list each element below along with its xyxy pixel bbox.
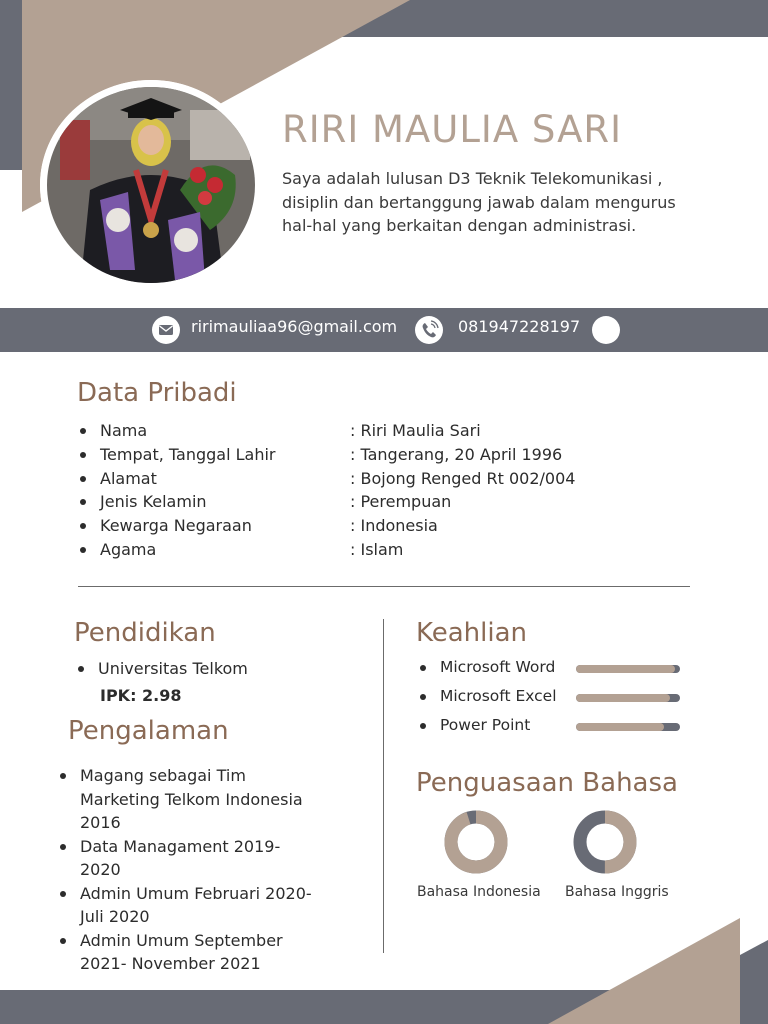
skill-row — [418, 656, 688, 685]
contact-icon-blank — [592, 316, 620, 344]
contact-phone[interactable]: 081947228197 — [458, 317, 581, 336]
personal-data-list — [78, 419, 678, 562]
personal-section-title: Data Pribadi — [77, 378, 237, 408]
candidate-name: RIRI MAULIA SARI — [282, 108, 623, 151]
personal-value: : Indonesia — [350, 516, 438, 536]
personal-row-address — [78, 467, 678, 491]
experience-item: Admin Umum Februari 2020-Juli 2020 — [58, 882, 318, 929]
personal-row-name — [78, 419, 678, 443]
skill-bar — [576, 665, 680, 673]
education-list — [76, 657, 248, 680]
experience-section-title: Pengalaman — [68, 716, 229, 746]
column-divider — [383, 619, 384, 953]
experience-item: Magang sebagai Tim Marketing Telkom Indonesia 2016 — [58, 764, 318, 835]
personal-label: Alamat — [100, 468, 157, 488]
personal-value: : Tangerang, 20 April 1996 — [350, 444, 563, 464]
experience-item: Data Managament 2019-2020 — [58, 835, 318, 882]
personal-label: Kewarga Negaraan — [100, 516, 252, 536]
skill-label: Microsoft Word — [440, 658, 556, 676]
education-section-title: Pendidikan — [74, 618, 216, 648]
personal-label: Agama — [100, 539, 157, 559]
mail-icon — [152, 316, 180, 344]
personal-value: : Bojong Renged Rt 002/004 — [350, 468, 576, 488]
section-divider — [78, 586, 690, 587]
experience-list — [58, 764, 318, 976]
personal-row-birth — [78, 443, 678, 467]
personal-row-citizenship — [78, 514, 678, 538]
contact-bar — [0, 308, 768, 352]
personal-value: : Riri Maulia Sari — [350, 421, 481, 440]
languages-section-title: Penguasaan Bahasa — [416, 768, 678, 798]
personal-row-religion — [78, 538, 678, 562]
education-ipk: IPK: 2.98 — [100, 686, 182, 705]
experience-item: Admin Umum September 2021- November 2021 — [58, 929, 318, 976]
personal-value: : Perempuan — [350, 492, 452, 512]
personal-label: Tempat, Tanggal Lahir — [100, 444, 276, 464]
skills-section-title: Keahlian — [416, 618, 528, 648]
personal-label: Jenis Kelamin — [100, 492, 207, 512]
contact-email[interactable]: ririmauliaa96@gmail.com — [191, 317, 398, 336]
education-school: Universitas Telkom — [76, 657, 248, 680]
personal-value: : Islam — [350, 539, 404, 559]
skill-label: Microsoft Excel — [440, 687, 557, 705]
skill-bar — [576, 694, 680, 702]
skill-bar-fill — [576, 723, 664, 731]
personal-row-gender — [78, 490, 678, 514]
skill-label: Power Point — [440, 716, 531, 734]
skill-row — [418, 714, 688, 743]
language-label: Bahasa Indonesia — [417, 884, 541, 900]
phone-icon — [415, 316, 443, 344]
skill-bar — [576, 723, 680, 731]
profile-summary: Saya adalah lulusan D3 Teknik Telekomunikasi , disiplin dan bertanggung jawab dalam mengurus hal-hal yang berkaitan dengan administrasi. — [282, 169, 676, 235]
personal-label: Nama — [100, 421, 148, 440]
language-label: Bahasa Inggris — [565, 884, 669, 900]
language-donut-inggris — [571, 808, 639, 876]
skill-bar-fill — [576, 694, 670, 702]
profile-photo — [40, 80, 262, 290]
language-donut-indonesia — [442, 808, 510, 876]
skill-bar-fill — [576, 665, 675, 673]
skills-list — [418, 656, 688, 743]
skill-row — [418, 685, 688, 714]
